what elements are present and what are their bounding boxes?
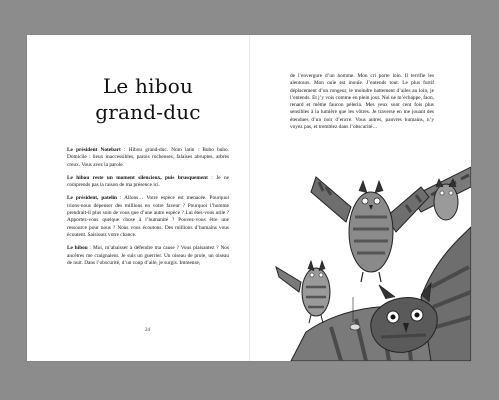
paragraph-4 xyxy=(67,245,229,267)
paragraph-2 xyxy=(67,175,229,190)
paragraph-continued: de l’envergure d’un homme. Mon cri porte loin. Il terrifie les alentours. Mon ouïe est inouïe. J’entends tout. Le plus furtif déplacement d’un rongeur, le moindre battement d’ailes au loin, je l’entends. Et j’y vois comme en plein jour. Nul ne m’échappe, faon, renard et même faucon pèlerin. Mes yeux sont cent fois plus sensibles à la lumière que les vôtres. Je traverse en me jouant des étendues d’un noir d’encre. Vous autres, pauvres humains, n’y voyez pas, et tremblez dans l’obscurité… xyxy=(290,73,434,131)
paragraph-text: : Je ne comprends pas la raison de ma présence ici. xyxy=(67,174,229,189)
book-gutter xyxy=(249,35,250,361)
owl-foreground xyxy=(371,283,437,352)
mouse-shape xyxy=(350,324,360,330)
book-spread xyxy=(27,35,471,361)
owl-left xyxy=(276,261,330,323)
speaker-name: Le président, patelin xyxy=(67,195,117,202)
right-page xyxy=(290,73,434,137)
title-line-1: Le hibou xyxy=(102,74,194,98)
owl-center xyxy=(311,177,429,282)
left-page xyxy=(67,73,229,273)
owls-illustration xyxy=(271,147,471,361)
paragraph-text: : Allons… Votre espèce est menacée. Pourquoi irions-nous dépenser des millions en votre faveur ? Pourquoi l’homme prendrait-il plus soin de vous que d’une autre espèce ? Lui êtes-vous utile ? Apportez-vous quelque chose à l’humanité ? Pouvez-vous être une ressource pour nous ? Nous vous écoutons. Des millions d’humains vous écoutent. Saisissez votre chance. xyxy=(67,195,229,238)
paragraph-text: : Hibou grand-duc. Nom latin : Bubo bubo. Domicile : lieux inaccessibles, parois rocheuses, falaises abruptes, arbres creux. Vous avez la parole. xyxy=(67,147,229,168)
paragraph-1 xyxy=(67,147,229,169)
paragraph-text: : Moi, m’abaisser à défendre ma cause ? Vous plaisantez ? Nos ancêtres me craignaient. Je suis un guerrier. Un oiseau de proie, un oiseau de nuit. Dans l’obscurité, d’un coup d’aile, je surgis. Immense, xyxy=(67,245,230,266)
speaker-name: Le président Notebart xyxy=(67,147,121,153)
speaker-name: Le hibou xyxy=(67,245,88,252)
title-line-2: grand-duc xyxy=(95,100,201,124)
page-number: 24 xyxy=(145,328,150,333)
paragraph-3 xyxy=(67,195,229,239)
chapter-title xyxy=(67,73,229,125)
speaker-name: Le hibou reste un moment silencieux, puis brusquement xyxy=(67,174,208,181)
